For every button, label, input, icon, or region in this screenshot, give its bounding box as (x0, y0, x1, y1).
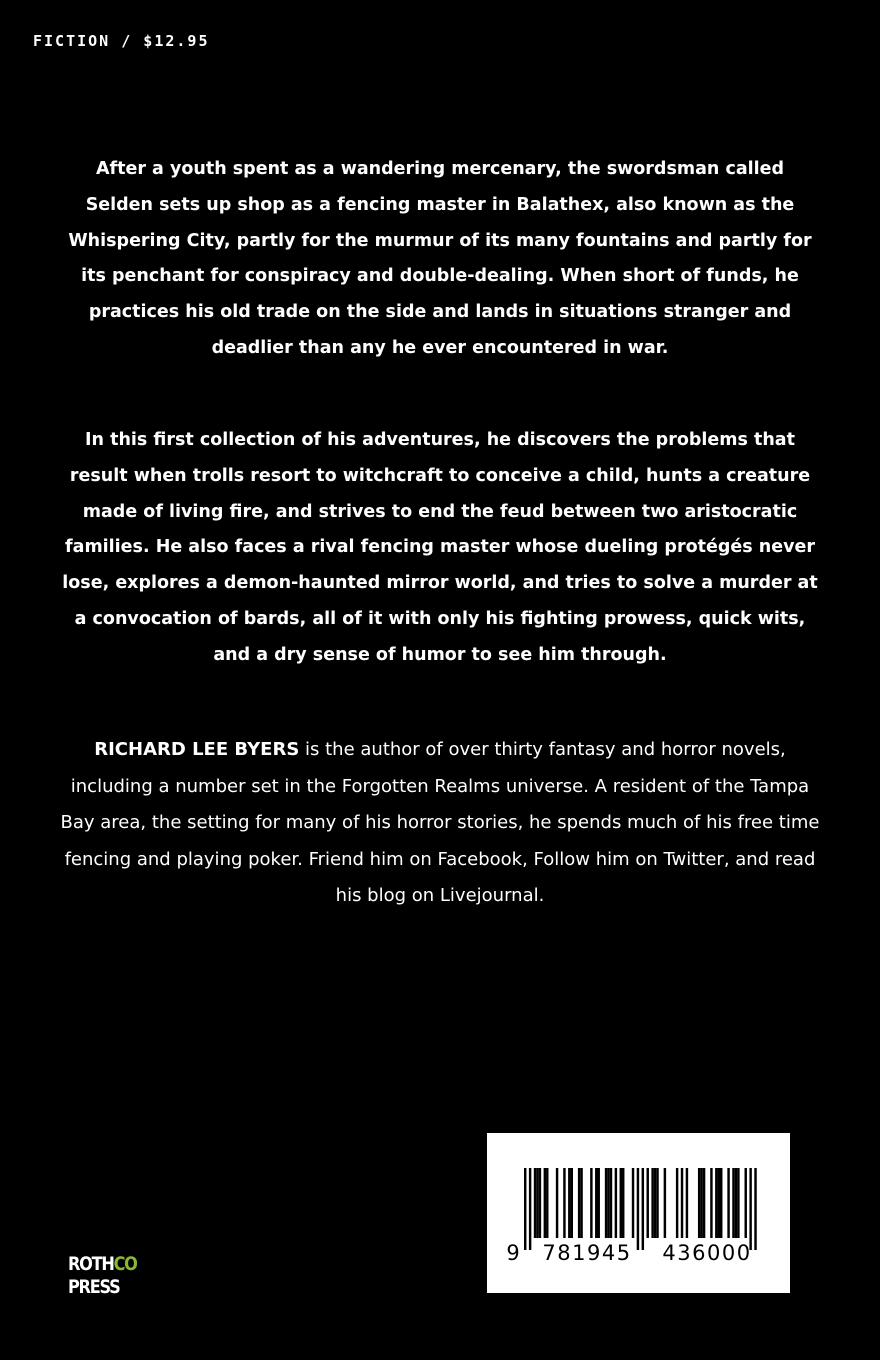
barcode-guard-bar (749, 1168, 751, 1250)
isbn-barcode (487, 1133, 790, 1293)
barcode-bar (615, 1168, 617, 1238)
author-name: RICHARD LEE BYERS (94, 739, 300, 760)
barcode-bar (727, 1168, 729, 1238)
barcode-prefix-digit: 9 (506, 1241, 520, 1265)
author-bio (60, 732, 820, 915)
barcode-guard-bar (529, 1168, 531, 1250)
barcode-bar (745, 1168, 747, 1238)
barcode-bars (524, 1168, 757, 1250)
barcode-bar (546, 1168, 548, 1238)
barcode-bar (632, 1168, 634, 1238)
barcode-bar (578, 1168, 580, 1238)
barcode-bar (544, 1168, 546, 1238)
genre-price-label: FICTION / $12.95 (33, 32, 210, 50)
barcode-left-digits: 781945 (542, 1241, 632, 1265)
barcode-bar (686, 1168, 688, 1238)
barcode-bar (571, 1168, 573, 1238)
barcode-bar (595, 1168, 597, 1238)
barcode-right-digits: 436000 (662, 1241, 752, 1265)
barcode-bar (720, 1168, 722, 1238)
barcode-bar (681, 1168, 683, 1238)
barcode-bar (710, 1168, 712, 1238)
barcode-guard-bar (642, 1168, 644, 1250)
publisher-logo-roth: ROTH (68, 1253, 114, 1275)
barcode-bar (580, 1168, 582, 1238)
publisher-logo (68, 1253, 137, 1299)
barcode-bar (590, 1168, 592, 1238)
publisher-logo-co: CO (113, 1253, 137, 1275)
blurb-paragraph-1: After a youth spent as a wandering mercenary, the swordsman called Selden sets up shop as a fencing master in Balathex, also known as the Whispering City, partly for the murmur of its many fountains and partly for its penchant for conspiracy and double-dealing. When short of funds, he practices his old trade on the side and lands in situations stranger and deadlier than any he ever encountered in war. (68, 159, 812, 358)
barcode-bar (568, 1168, 570, 1238)
barcode-bar (622, 1168, 624, 1238)
barcode-bar (718, 1168, 720, 1238)
barcode-bar (656, 1168, 658, 1238)
author-bio-text: is the author of over thirty fantasy and horror novels, including a number set in the Forgotten Realms universe. A resident of the Tampa Bay area, the setting for many of his horror stories, he spends much of his free time fencing and playing poker. Friend him on Facebook, Follow him on Twitter, and read his blog on Livejournal. (60, 739, 820, 906)
blurb-paragraph-2: In this first collection of his adventures, he discovers the problems that result when trolls resort to witchcraft to conceive a child, hunts a creature made of living fire, and strives to end the feud between two aristocratic families. He also faces a rival fencing master whose dueling protégés never lose, explores a demon-haunted mirror world, and tries to solve a murder at a convocation of bards, all of it with only his fighting prowess, quick wits, and a dry sense of humor to see him through. (62, 430, 818, 665)
barcode-bar (607, 1168, 609, 1238)
barcode-guard-bar (524, 1168, 526, 1250)
barcode-bar (651, 1168, 653, 1238)
barcode-bar (610, 1168, 612, 1238)
barcode-bar (735, 1168, 737, 1238)
publisher-logo-line-1 (68, 1253, 137, 1276)
barcode-bar (700, 1168, 702, 1238)
barcode-bar (534, 1168, 536, 1238)
barcode-bar (598, 1168, 600, 1238)
barcode-guard-bar (637, 1168, 639, 1250)
barcode-bar (563, 1168, 565, 1238)
barcode-bar (732, 1168, 734, 1238)
barcode-bar (664, 1168, 666, 1238)
barcode-bar (556, 1168, 558, 1238)
barcode-bar (703, 1168, 705, 1238)
barcode-bar (647, 1168, 649, 1238)
barcode-bar (698, 1168, 700, 1238)
barcode-bar (620, 1168, 622, 1238)
barcode-bar (737, 1168, 739, 1238)
barcode-bar (676, 1168, 678, 1238)
barcode-bar (715, 1168, 717, 1238)
barcode-graphic (487, 1133, 790, 1293)
barcode-bar (654, 1168, 656, 1238)
barcode-guard-bar (754, 1168, 756, 1250)
barcode-bar (605, 1168, 607, 1238)
barcode-bar (536, 1168, 538, 1238)
publisher-logo-press: PRESS (68, 1276, 120, 1298)
barcode-bar (539, 1168, 541, 1238)
